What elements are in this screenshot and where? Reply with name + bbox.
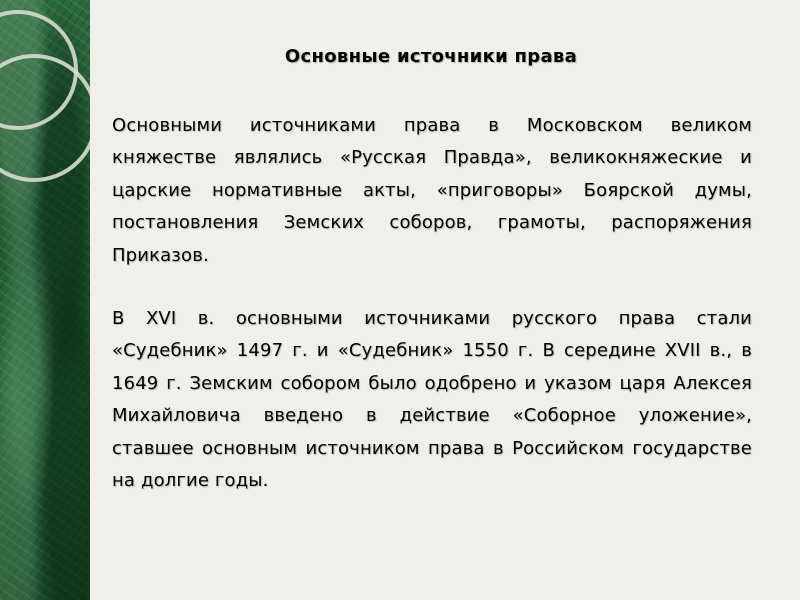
green-marble-sidebar bbox=[0, 0, 90, 600]
paragraph-1: Основными источниками права в Московском великом княжестве являлись «Русская Правда», великокняжеские и царские нормативные акты, «приговоры» Боярской думы, постановления Земских соборов, грамоты, распоряжения Приказов. bbox=[112, 115, 752, 266]
paragraph-2: В XVI в. основными источниками русского права стали «Судебник» 1497 г. и «Судебник» 1550 г. В середине XVII в., в 1649 г. Земским собором было одобрено и указом царя Алексея Михайловича введено в действие «Соборное уложение», ставшее основным источником права в Российском государстве на долгие годы. bbox=[112, 308, 752, 492]
decorative-rings-icon bbox=[0, 0, 90, 600]
slide-title: Основные источники права bbox=[284, 46, 578, 67]
